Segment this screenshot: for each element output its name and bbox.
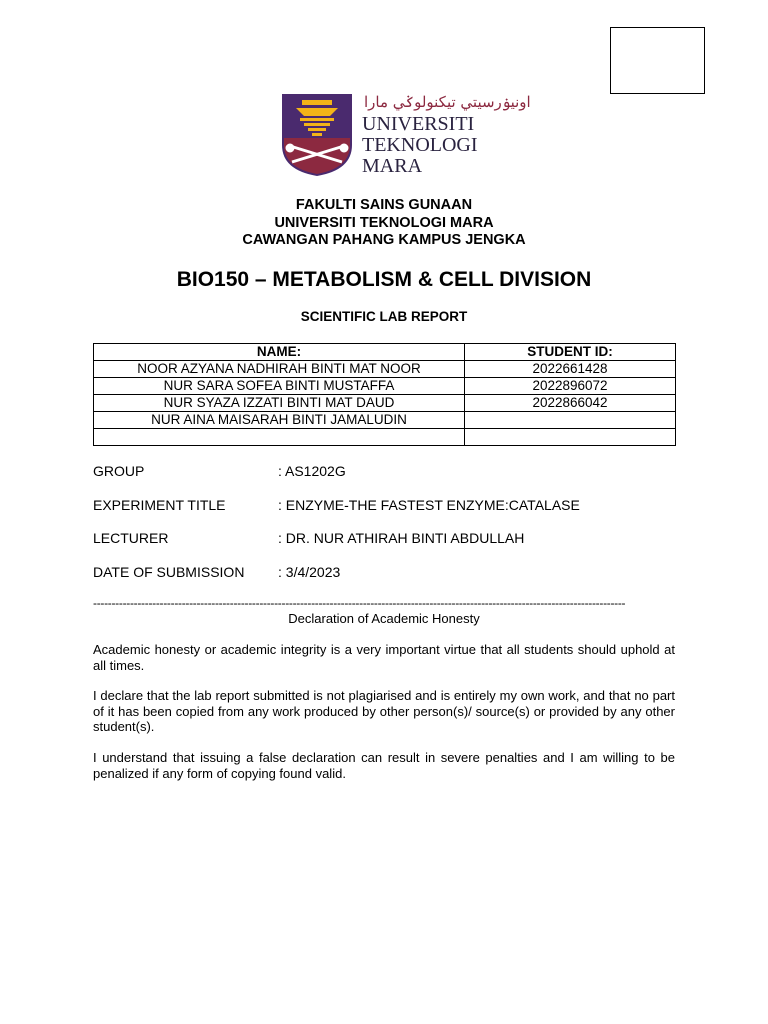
report-type: SCIENTIFIC LAB REPORT <box>300 309 468 324</box>
member-name: NUR SARA SOFEA BINTI MUSTAFFA <box>94 378 465 395</box>
name-header: NAME: <box>94 344 465 361</box>
logo-line-3: MARA <box>362 155 423 177</box>
member-name <box>94 429 465 446</box>
member-id: 2022866042 <box>465 395 676 412</box>
table-header-row <box>94 344 676 361</box>
table-row <box>94 395 676 412</box>
member-id <box>465 429 676 446</box>
shield-crimson-panel <box>284 138 350 174</box>
member-name: NUR AINA MAISARAH BINTI JAMALUDIN <box>94 412 465 429</box>
group-value: : AS1202G <box>278 463 346 479</box>
course-title: BIO150 – METABOLISM & CELL DIVISION <box>176 268 592 291</box>
faculty-heading <box>0 197 768 250</box>
submission-label: DATE OF SUBMISSION <box>93 564 245 580</box>
logo-line-1: UNIVERSITI <box>362 113 475 135</box>
member-id: 2022661428 <box>465 361 676 378</box>
experiment-value: : ENZYME-THE FASTEST ENZYME:CATALASE <box>278 497 580 513</box>
declaration-paragraph: Academic honesty or academic integrity is a very important virtue that all students should uphold at all times. <box>93 642 675 673</box>
members-table <box>93 343 676 446</box>
member-name: NUR SYAZA IZZATI BINTI MAT DAUD <box>94 395 465 412</box>
lecturer-value: : DR. NUR ATHIRAH BINTI ABDULLAH <box>278 530 525 546</box>
faculty-line: CAWANGAN PAHANG KAMPUS JENGKA <box>242 232 526 248</box>
member-id: 2022896072 <box>465 378 676 395</box>
table-row <box>94 361 676 378</box>
group-label: GROUP <box>93 463 145 479</box>
table-row <box>94 378 676 395</box>
declaration-paragraph: I understand that issuing a false declaration can result in severe penalties and I am willing to be penalized if any form of copying found valid. <box>93 750 675 781</box>
corner-box <box>610 27 705 94</box>
logo-jawi-text: اونيۏرسيتي تيكنولوݢي مارا <box>364 93 531 111</box>
table-row <box>94 412 676 429</box>
table-row <box>94 429 676 446</box>
member-id <box>465 412 676 429</box>
member-name: NOOR AZYANA NADHIRAH BINTI MAT NOOR <box>94 361 465 378</box>
student-id-header: STUDENT ID: <box>465 344 676 361</box>
faculty-line: FAKULTI SAINS GUNAAN <box>295 197 473 213</box>
declaration-title: Declaration of Academic Honesty <box>288 611 480 626</box>
lecturer-label: LECTURER <box>93 530 169 546</box>
university-logo <box>280 90 531 180</box>
experiment-label: EXPERIMENT TITLE <box>93 497 226 513</box>
separator-line: ------------------------------------------------------------------------------------------------------------------------------------------------ <box>93 596 626 610</box>
faculty-line: UNIVERSITI TEKNOLOGI MARA <box>274 214 494 231</box>
logo-line-2: TEKNOLOGI <box>362 134 478 156</box>
submission-value: : 3/4/2023 <box>278 564 341 580</box>
declaration-paragraph: I declare that the lab report submitted is not plagiarised and is entirely my own work, and that no part of it has been copied from any work produced by other person(s)/ source(s) or provided by any other student(s). <box>93 688 675 734</box>
